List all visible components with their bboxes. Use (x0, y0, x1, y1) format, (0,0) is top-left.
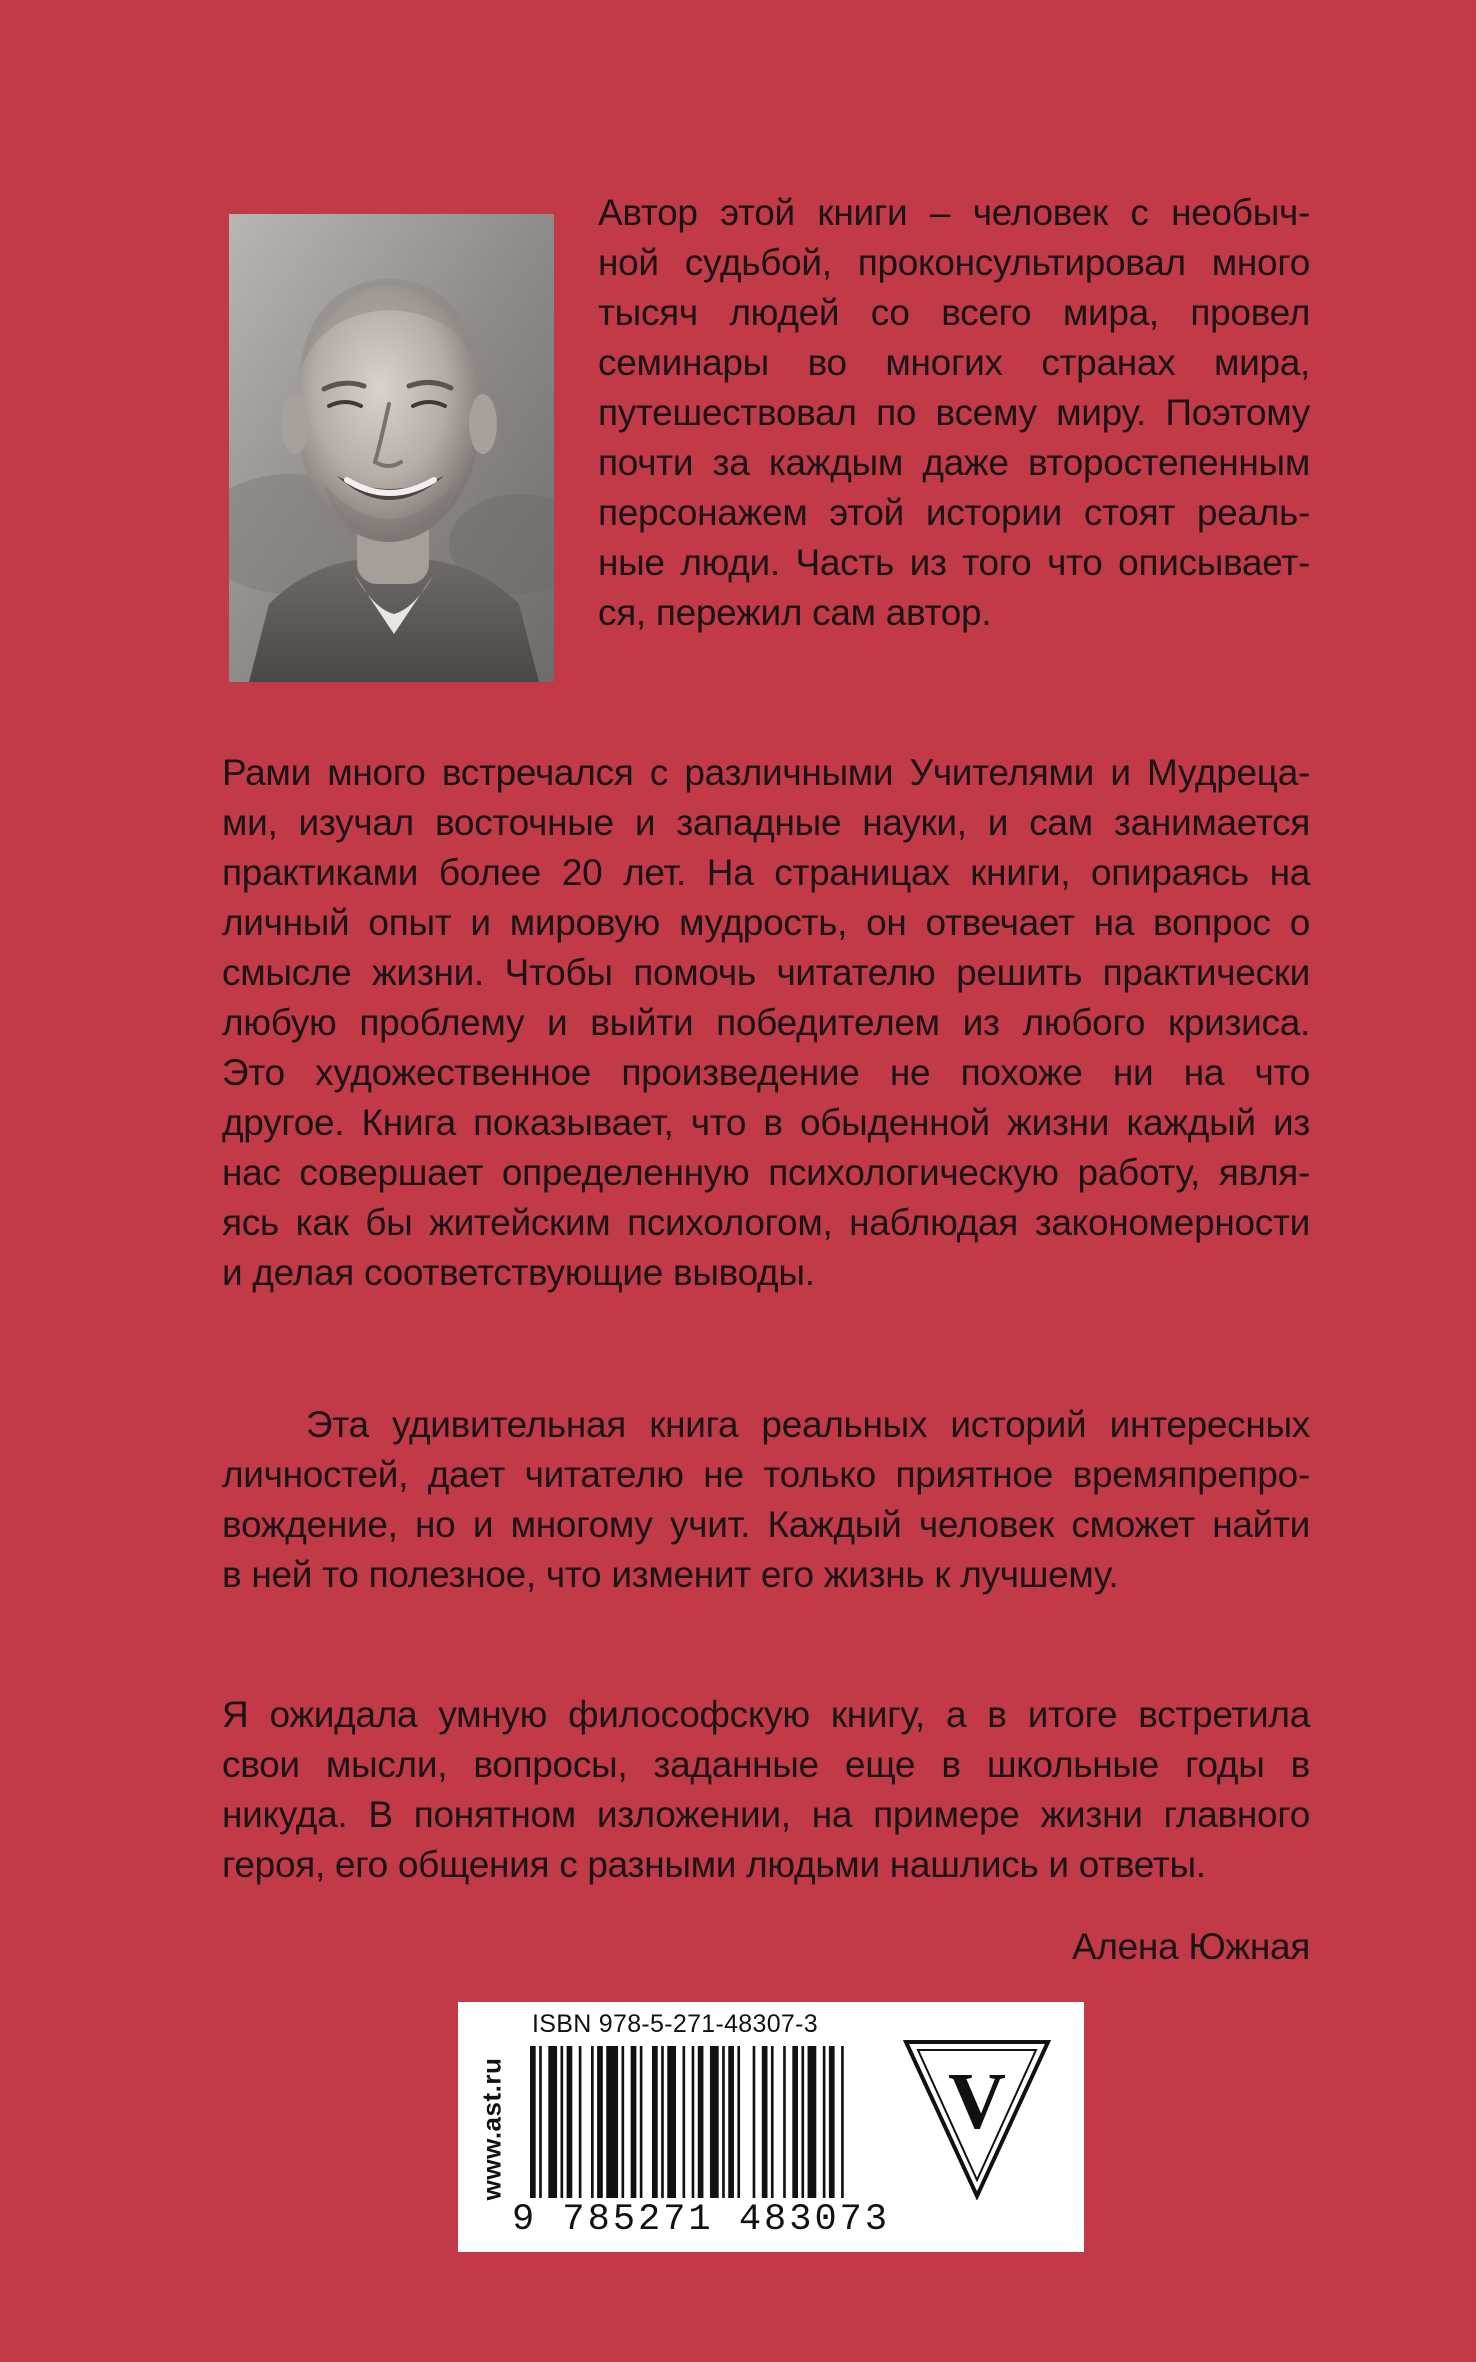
author-bio-line: путешествовал по всему миру. Поэтому (598, 392, 1310, 433)
author-bio-line: почти за каждым даже второстепенным (598, 442, 1310, 483)
publisher-website (472, 2022, 512, 2236)
author-photo (229, 214, 554, 682)
description-line: ми, изучал восточные и западные науки, и сам занимается (222, 802, 1310, 843)
highlight-line: вождение, но и многому учит. Каждый человек сможет найти (222, 1504, 1310, 1545)
barcode-panel (458, 2002, 1084, 2252)
author-bio-line: тысяч людей со всего мира, провел (598, 292, 1310, 333)
description-line: и делая соответствующие выводы. (222, 1252, 815, 1293)
publisher-website-text: www.ast.ru (476, 2057, 507, 2201)
highlight-line: личностей, дает читателю не только приятное времяпрепро- (222, 1454, 1310, 1495)
description-line: личный опыт и мировую мудрость, он отвечает на вопрос о (222, 902, 1310, 943)
description-line: смысле жизни. Чтобы помочь читателю решить практически (222, 952, 1310, 993)
description-line: ясь как бы житейским психологом, наблюдая закономерности (222, 1202, 1310, 1243)
highlight-line: в ней то полезное, что изменит его жизнь к лучшему. (222, 1554, 1119, 1595)
review-paragraph (222, 1690, 1310, 1890)
author-bio-paragraph (598, 188, 1310, 638)
author-bio-line: ные люди. Часть из того что описывает- (598, 542, 1310, 583)
barcode-bars (528, 2046, 848, 2212)
description-line: нас совершает определенную психологическую работу, явля- (222, 1152, 1310, 1193)
author-bio-line: ся, пережил сам автор. (598, 592, 992, 633)
highlight-paragraph (222, 1400, 1310, 1600)
publisher-logo-letter: V (948, 2058, 1006, 2146)
description-paragraph (222, 748, 1310, 1298)
publisher-logo-icon (902, 2036, 1052, 2200)
barcode-digits: 9 785271 483073 (512, 2199, 891, 2241)
author-bio-line: ной судьбой, проконсультировал много (598, 242, 1310, 283)
review-line: свои мысли, вопросы, заданные еще в школьные годы в (222, 1744, 1310, 1785)
highlight-line: Эта удивительная книга реальных историй интересных (306, 1404, 1310, 1445)
review-signature: Алена Южная (1071, 1926, 1310, 1967)
description-line: практиками более 20 лет. На страницах книги, опираясь на (222, 852, 1310, 893)
review-line: героя, его общения с разными людьми нашлись и ответы. (222, 1844, 1206, 1885)
description-line: Рами много встречался с различными Учителями и Мудреца- (222, 752, 1310, 793)
author-bio-line: семинары во многих странах мира, (598, 342, 1310, 383)
isbn-label: ISBN 978-5-271-48307-3 (532, 2010, 818, 2038)
review-line: Я ожидала умную философскую книгу, а в итоге встретила (222, 1694, 1310, 1735)
description-line: Это художественное произведение не похоже ни на что (222, 1052, 1310, 1093)
description-line: любую проблему и выйти победителем из любого кризиса. (222, 1002, 1310, 1043)
author-bio-line: Автор этой книги – человек с необыч- (598, 192, 1310, 233)
author-bio-line: персонажем этой истории стоят реаль- (598, 492, 1310, 533)
review-line: никуда. В понятном изложении, на примере жизни главного (222, 1794, 1310, 1835)
description-line: другое. Книга показывает, что в обыденной жизни каждый из (222, 1102, 1310, 1143)
